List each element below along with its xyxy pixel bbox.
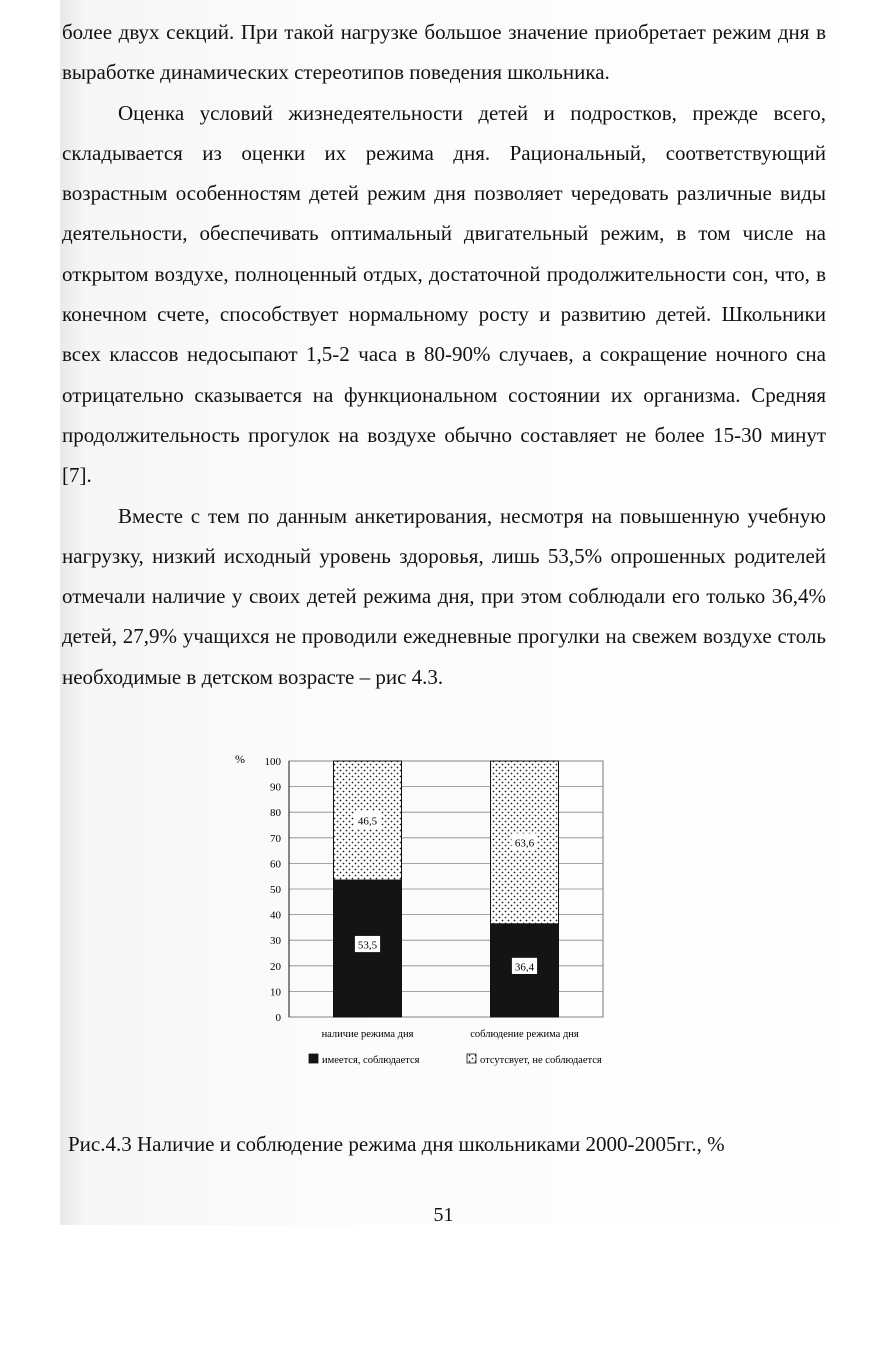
figure-caption: Рис.4.3 Наличие и соблюдение режима дня школьниками 2000-2005гг., % — [68, 1132, 725, 1156]
body-text — [62, 12, 826, 697]
legend-swatch — [467, 1054, 476, 1063]
y-tick-label: 50 — [270, 884, 281, 896]
legend-entry: имеется, соблюдается — [322, 1055, 420, 1066]
y-tick-label: 80 — [270, 807, 281, 820]
page-number: 51 — [433, 1204, 454, 1226]
data-label: 36,4 — [514, 961, 535, 974]
x-tick-label: наличие режима дня — [321, 1029, 414, 1040]
legend-entry: отсутсвует, не соблюдается — [480, 1055, 602, 1066]
y-tick-label: 60 — [270, 858, 281, 871]
paragraph-survey: Вместе с тем по данным анкетирования, несмотря на повышенную учебную нагрузку, низкий исходный уровень здоровья, лишь 53,5% опрошенных родителей отмечали наличие у своих детей режима дня, при этом соблюдали его только 36,4% детей, 27,9% учащихся не проводили ежедневные прогулки на свежем воздухе столь необходимые в детском возрасте – рис 4.3. — [62, 503, 826, 689]
y-tick-label: 30 — [270, 935, 281, 948]
y-tick-label: 100 — [264, 756, 281, 768]
paragraph-daily-regime: Оценка условий жизнедеятельности детей и подростков, прежде всего, складывается из оценки их режима дня. Рациональный, соответствующий возрастным особенностям детей режим дня позволяет чередовать различные виды деятельности, обеспечивать оптимальный двигательный режим, в том числе на открытом воздухе, полноценный отдых, достаточной продолжительности сон, что, в конечном счете, способствует нормальному росту и развитию детей. Школьники всех классов недосыпают 1,5-2 часа в 80-90% случаев, а сокращение ночного сна отрицательно сказывается на функциональном состоянии их организма. Средняя продолжительность прогулок на воздухе обычно составляет не более 15-30 минут [7]. — [62, 100, 826, 488]
y-tick-label: 40 — [270, 909, 281, 922]
y-tick-label: 70 — [270, 832, 281, 845]
paragraph-continued: более двух секций. При такой нагрузке большое значение приобретает режим дня в выработке динамических стереотипов поведения школьника. — [62, 20, 826, 85]
x-tick-label: соблюдение режима дня — [470, 1029, 579, 1040]
data-label: 53,5 — [357, 939, 378, 952]
y-tick-label: 20 — [270, 960, 281, 973]
figure-4-3 — [225, 745, 645, 1075]
data-label: 46,5 — [357, 815, 378, 828]
y-tick-label: 90 — [270, 781, 281, 794]
y-tick-label: 10 — [270, 986, 281, 999]
y-axis-label: % — [235, 752, 245, 766]
stacked-bar-chart — [225, 745, 645, 1075]
y-tick-label: 0 — [275, 1012, 281, 1024]
data-label: 63,6 — [514, 837, 535, 850]
legend-swatch — [309, 1054, 318, 1063]
